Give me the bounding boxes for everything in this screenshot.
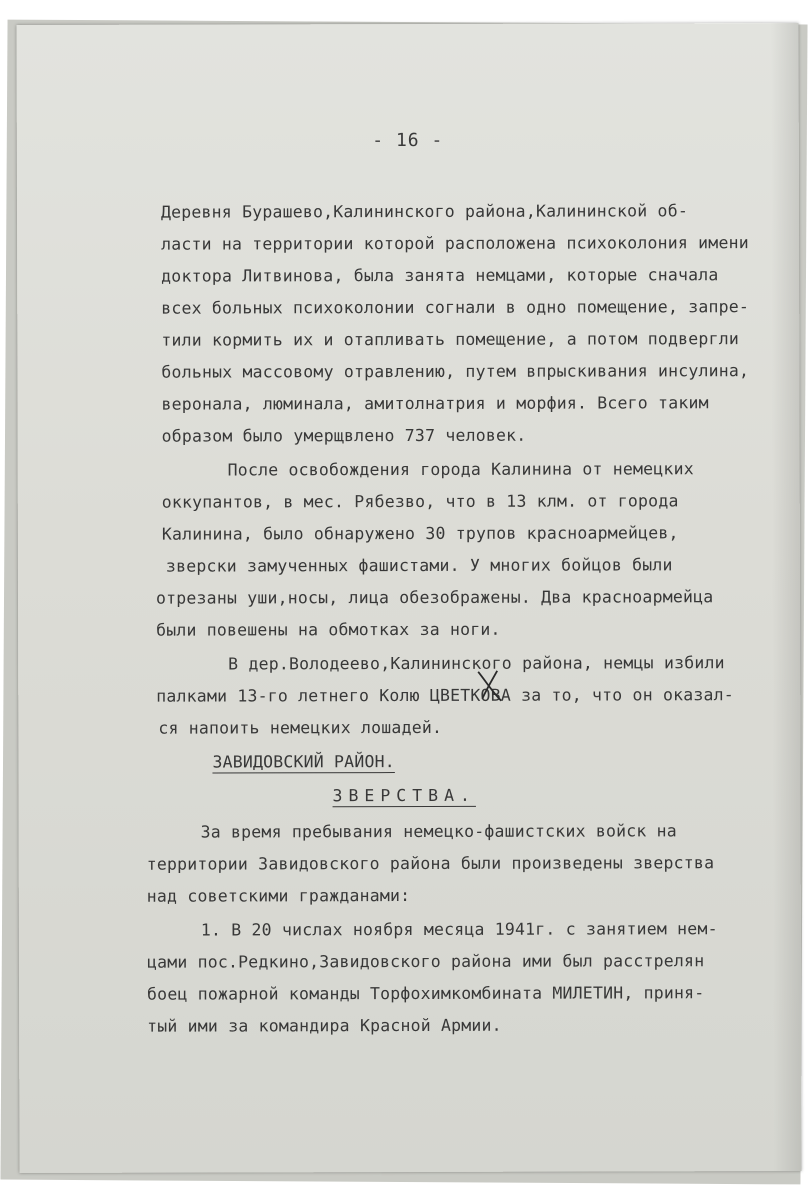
text-line: ласти на территории которой расположена психоколония имени — [161, 233, 749, 254]
text-line: отрезаны уши,носы, лица обезображены. Два красноармейца — [155, 587, 714, 608]
text-line: территории Завидовского района были произведены зверства — [146, 853, 715, 874]
text-line: ся напоить немецких лошадей. — [158, 717, 443, 738]
text-line: оккупантов, в мес. Рябезво, что в 13 клм. от города — [161, 491, 679, 512]
text-line: доктора Литвинова, была занята немцами, которые сначала — [161, 265, 719, 286]
text-line: тый ими за командира Красной Армии. — [147, 1015, 502, 1036]
text-line: всех больных психоколонии согнали в одно помещение, запре- — [161, 297, 750, 318]
text-line: тили кормить их и отапливать помещение, а потом подвергли — [161, 329, 739, 350]
page-edge-shadow — [770, 23, 801, 1171]
section-subheading: ЗВЕРСТВА. — [332, 785, 476, 806]
text-line: образом было умерщвлено 737 человек. — [161, 425, 527, 446]
handwritten-x-mark — [474, 668, 504, 704]
text-line: боец пожарной команды Торфохимкомбината МИЛЕТИН, приня- — [147, 983, 705, 1004]
text-line: веронала, люминала, амитолнатрия и морфия. Всего таким — [161, 393, 709, 414]
text-line: За время пребывания немецко-фашистских войск на — [200, 821, 677, 842]
section-heading: ЗАВИДОВСКИЙ РАЙОН. — [212, 752, 395, 772]
text-line: В дер.Володеево,Калининского района, немцы избили — [228, 653, 725, 674]
page-number: - 16 - — [372, 129, 444, 152]
text-line: После освобождения города Калинина от немецких — [227, 459, 694, 480]
text-line: палками 13-го летнего Колю ЦВЕТКОВА за то, что он оказал- — [156, 685, 734, 706]
text-line: больных массовому отравлению, путем впрыскивания инсулина, — [161, 361, 750, 382]
text-line: были повешены на обмотках за ноги. — [156, 619, 501, 640]
text-line: цами пос.Редкино,Завидовского района ими был расстрелян — [146, 951, 705, 972]
text-line: над советскими гражданами: — [146, 885, 411, 906]
text-line: Калинина, было обнаружено 30 трупов красноармейцев, — [161, 523, 679, 544]
text-line: зверски замученных фашистами. У многих бойцов были — [165, 555, 673, 576]
text-line: 1. В 20 числах ноября месяца 1941г. с занятием нем- — [200, 919, 718, 940]
text-line: Деревня Бурашево,Калининского района,Калининской об- — [160, 201, 688, 222]
document-page — [16, 23, 801, 1173]
